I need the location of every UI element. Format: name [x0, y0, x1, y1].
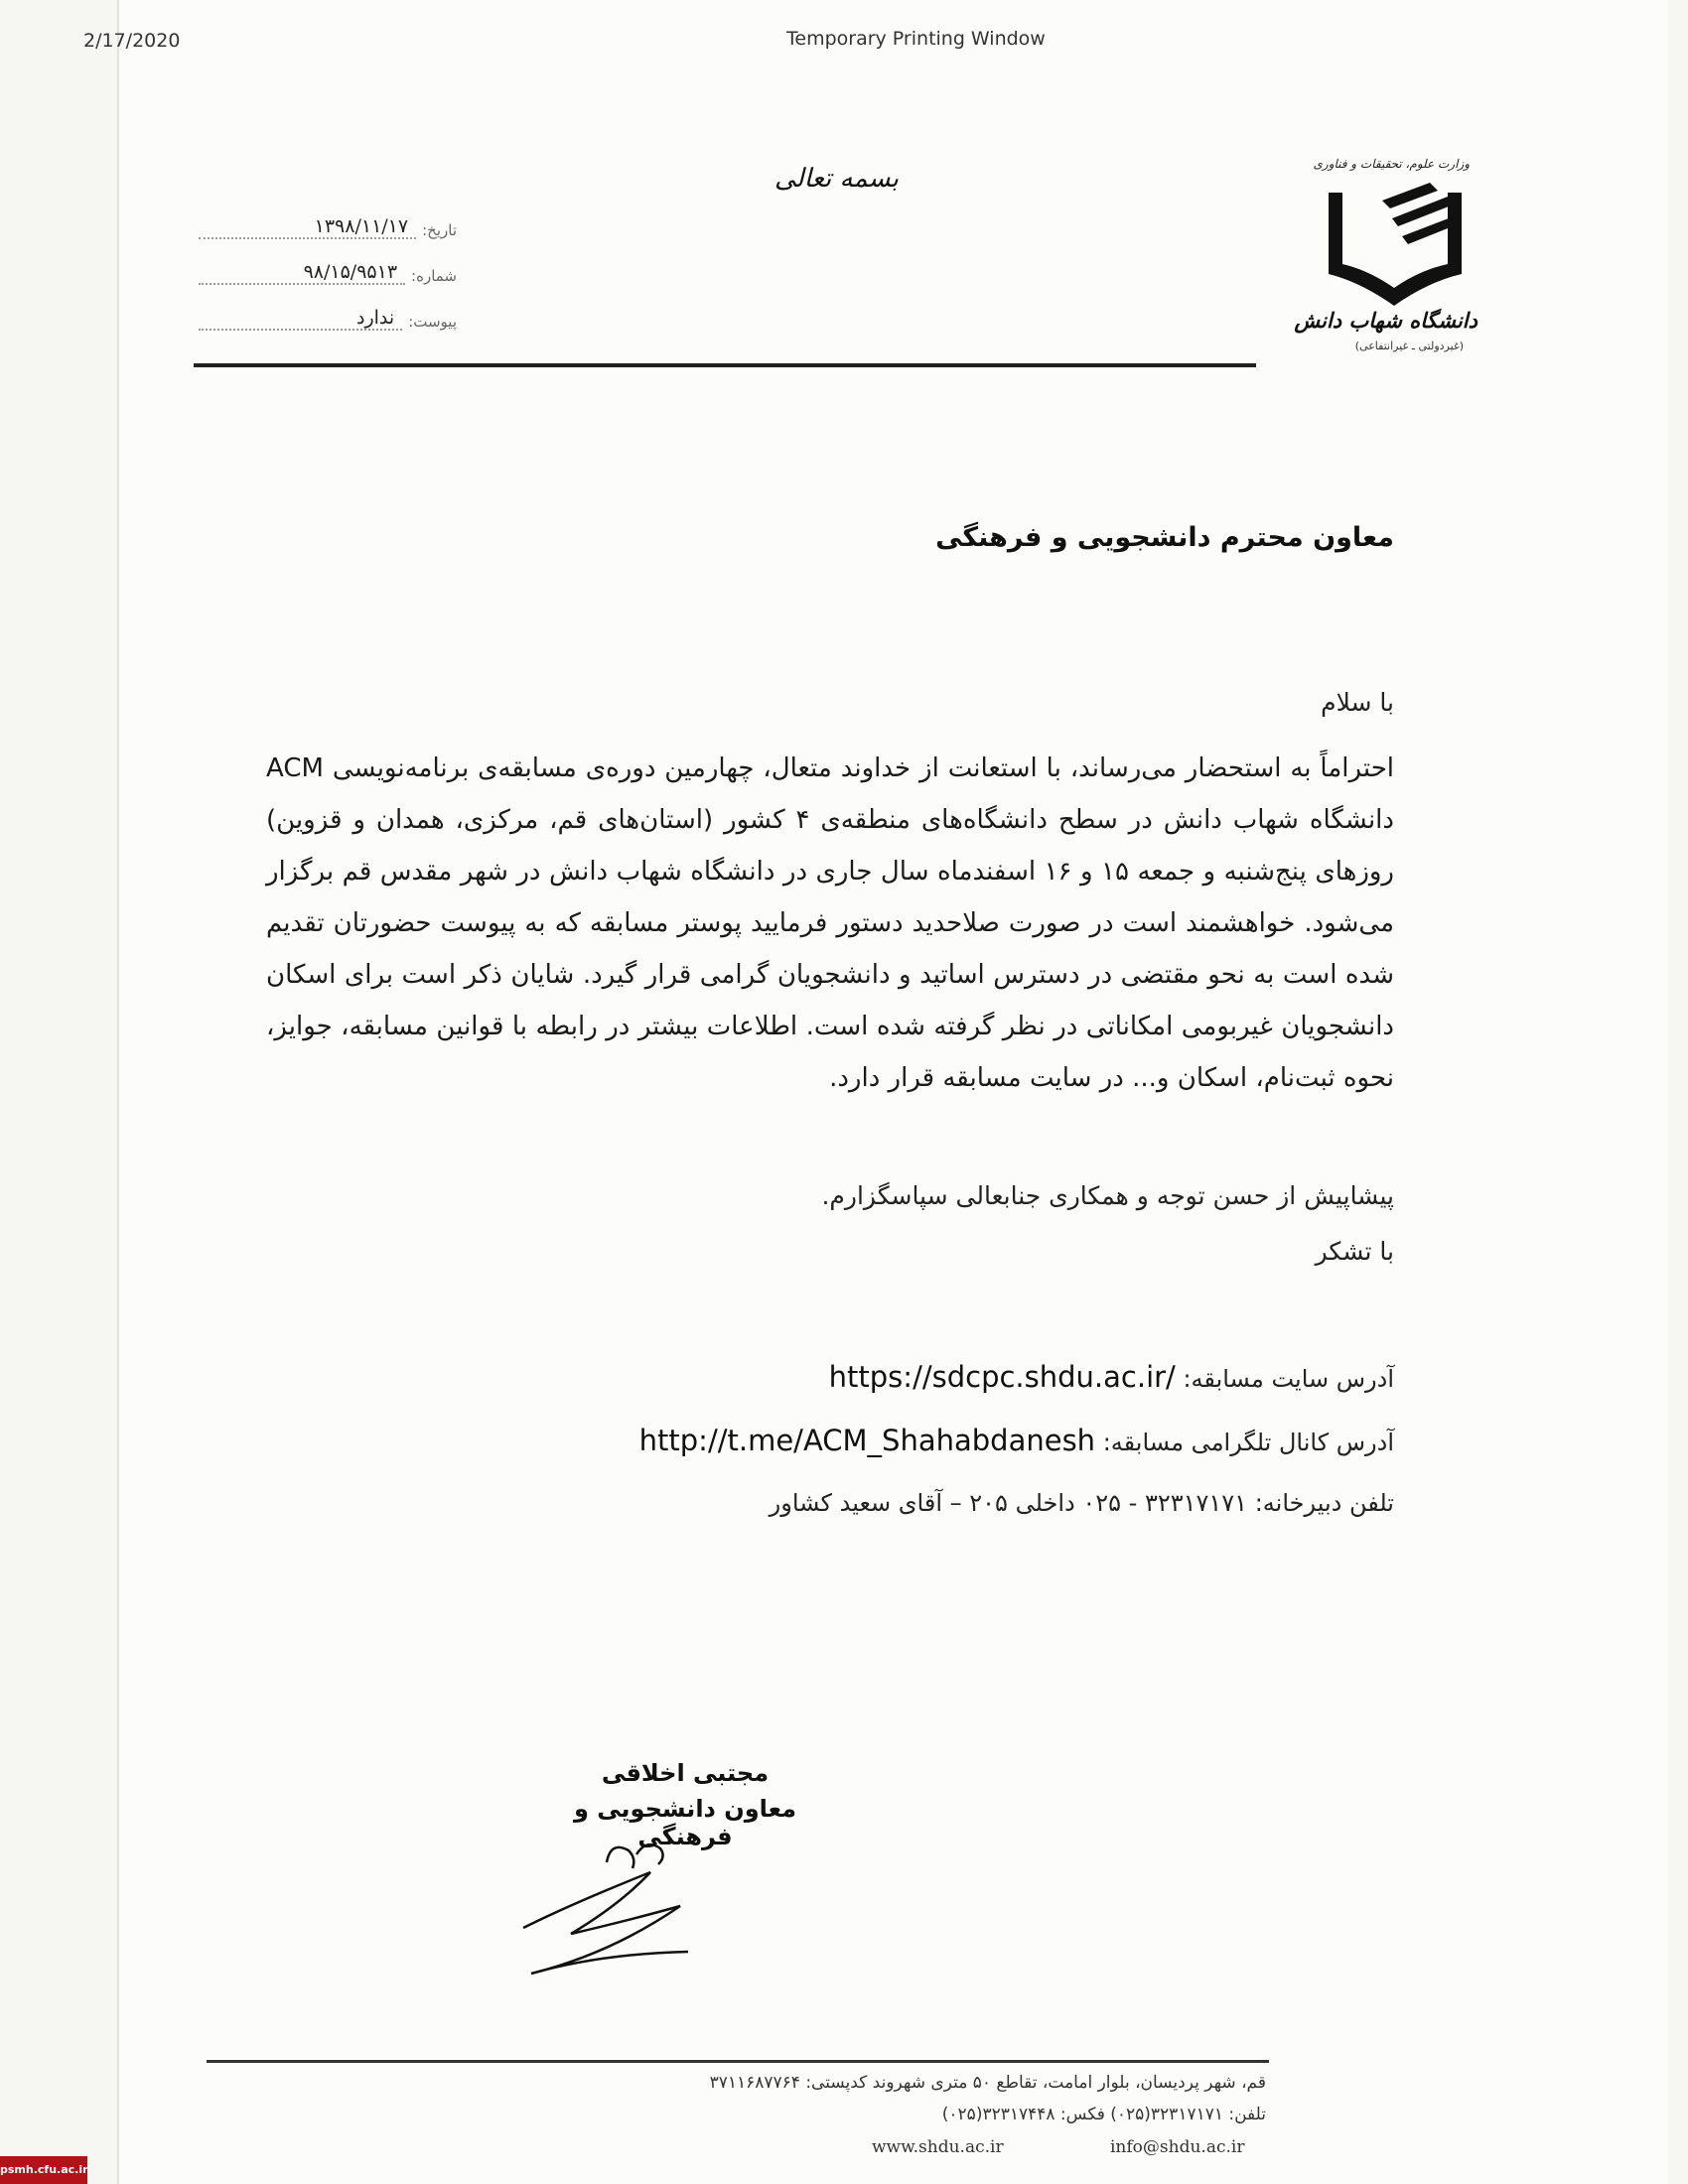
footer-divider — [207, 2060, 1269, 2063]
book-emblem-icon — [1321, 179, 1470, 308]
logo-ministry-text: وزارت علوم، تحقیقات و فناوری — [1313, 157, 1470, 171]
university-logo — [1294, 157, 1477, 355]
meta-number-label: شماره: — [411, 267, 457, 285]
footer-website[interactable]: www.shdu.ac.ir — [872, 2137, 1004, 2157]
logo-subtitle: (غیردولتی ـ غیرانتفاعی) — [1354, 340, 1464, 352]
meta-number-value: ۹۸/۱۵/۹۵۱۳ — [199, 261, 405, 285]
telegram-address-label: آدرس کانال تلگرامی مسابقه: — [1102, 1429, 1394, 1456]
print-date: 2/17/2020 — [83, 30, 181, 52]
meta-date-value: ۱۳۹۸/۱۱/۱۷ — [199, 215, 416, 239]
site-address-link[interactable]: https://sdcpc.shdu.ac.ir/ — [828, 1360, 1176, 1394]
thanks-line: با تشکر — [1315, 1237, 1394, 1266]
basmala-heading: بسمه تعالی — [774, 164, 899, 194]
meta-number-row — [199, 239, 457, 285]
letter-body: احتراماً به استحضار می‌رساند، با استعانت از خداوند متعال، چهارمین دوره‌ی مسابقه‌ی برنامه‌نویسی ACM دانشگاه شهاب دانش در سطح دانشگاه‌های منطقه‌ی ۴ کشور (استان‌های قم، مرکزی، همدان و قزوین) روزهای پنج‌شنبه و جمعه ۱۵ و ۱۶ اسفندماه سال جاری در دانشگاه شهاب دانش در شهر مقدس قم برگزار می‌شود. خواهشمند است در صورت صلاحدید دستور فرمایید پوستر مسابقه که به پیوست حضورتان تقدیم شده است به نحو مقتضی در دسترس اساتید و دانشجویان گرامی قرار گیرد. شایان ذکر است برای اسکان دانشجویان غیربومی امکاناتی در نظر گرفته شده است. اطلاعات بیشتر در رابطه با قوانین مسابقه، جوایز، نحوه ثبت‌نام، اسکان و... در سایت مسابقه قرار دارد. — [266, 753, 1394, 1093]
site-address-label: آدرس سایت مسابقه: — [1183, 1365, 1394, 1393]
meta-attachment-label: پیوست: — [408, 313, 457, 331]
logo-university-name: دانشگاه شهاب دانش — [1294, 308, 1477, 333]
footer-email[interactable]: info@shdu.ac.ir — [1110, 2137, 1245, 2157]
footer-address: قم، شهر پردیسان، بلوار امامت، تقاطع ۵۰ متری شهروند کدپستی: ۳۷۱۱۶۸۷۷۶۴ — [709, 2073, 1266, 2093]
footer-phones: تلفن: ۳۲۳۱۷۱۷۱(۰۲۵) فکس: ۳۲۳۱۷۴۴۸(۰۲۵) — [941, 2105, 1266, 2124]
telegram-address-line — [639, 1424, 1394, 1457]
meta-date-row — [199, 194, 457, 239]
telegram-address-link[interactable]: http://t.me/ACM_Shahabdanesh — [638, 1424, 1096, 1457]
recipient-line: معاون محترم دانشجویی و فرهنگی — [935, 522, 1394, 553]
closing-line: پیشاپیش از حسن توجه و همکاری جنابعالی سپاسگزارم. — [821, 1181, 1394, 1210]
signatory-name: مجتبی اخلاقی — [601, 1759, 770, 1787]
header-divider — [194, 363, 1256, 367]
meta-attachment-value: ندارد — [199, 307, 402, 331]
watermark-badge: psmh.cfu.ac.ir — [0, 2156, 87, 2184]
letter-meta — [199, 194, 457, 331]
site-address-line — [829, 1360, 1394, 1394]
meta-date-label: تاریخ: — [422, 221, 457, 239]
meta-attachment-row — [199, 285, 457, 331]
secretariat-phone-line: تلفن دبیرخانه: ۳۲۳۱۷۱۷۱ - ۰۲۵ داخلی ۲۰۵ – آقای سعید کشاور — [769, 1489, 1394, 1517]
handwritten-signature-icon — [511, 1835, 690, 2013]
greeting-line: با سلام — [1321, 688, 1394, 717]
signatory-title: معاون دانشجویی و فرهنگی — [573, 1795, 797, 1850]
print-window-title: Temporary Printing Window — [786, 28, 1046, 50]
